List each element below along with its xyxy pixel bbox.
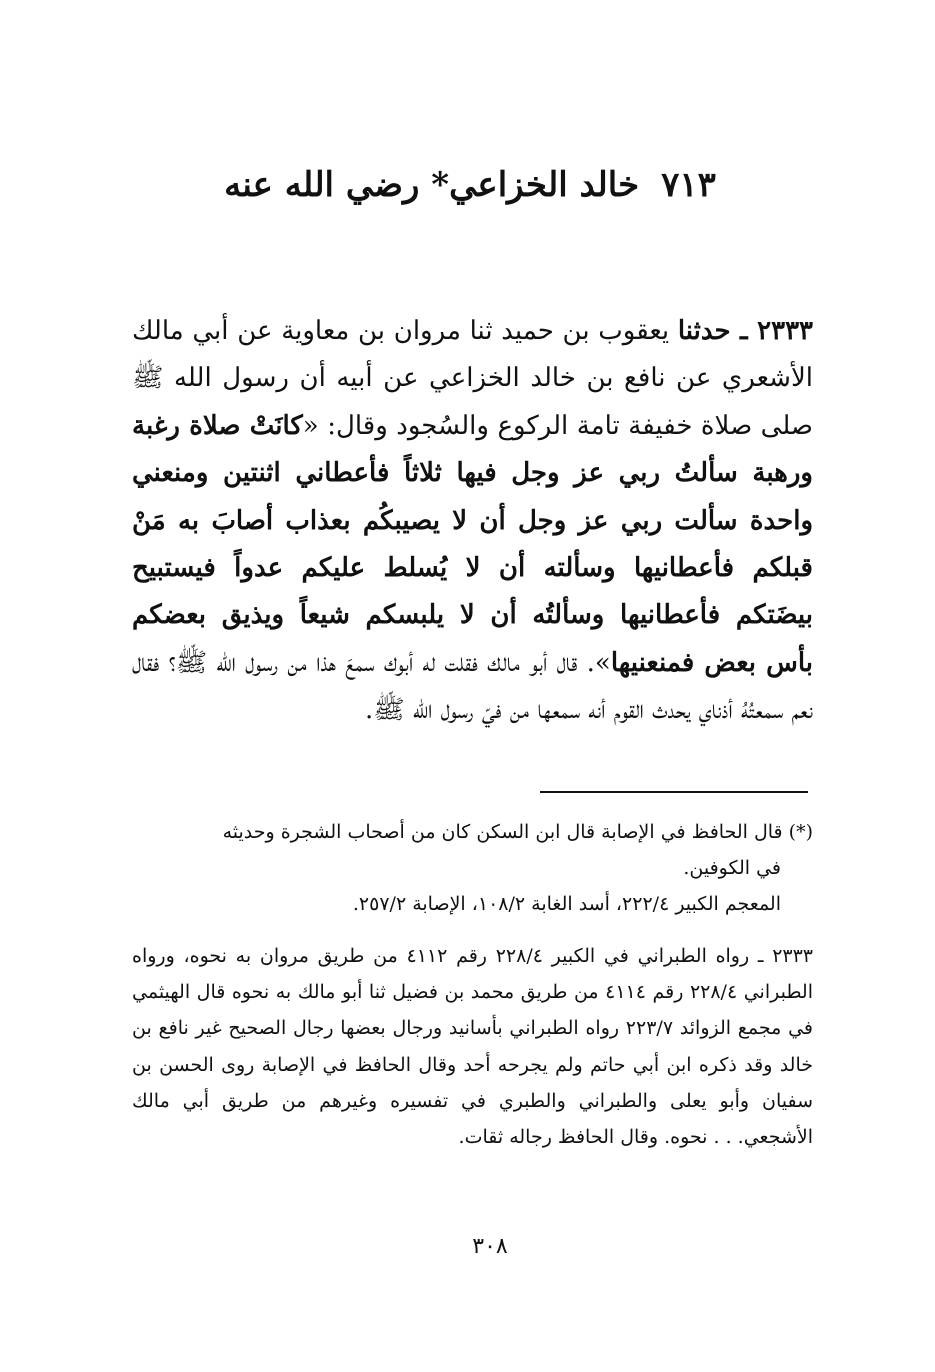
footnote-separator: [540, 791, 808, 793]
chapter-name: خالد الخزاعي* رضي الله عنه: [224, 165, 640, 205]
footnote-hadith-2333: ٢٣٣٣ ـ رواه الطبراني في الكبير ٢٢٨/٤ رقم ٤١١٢ من طريق مروان به نحوه، ورواه الطبراني ٢٢٨/٤ رقم ٤١١٤ من طريق محمد بن فضيل ثنا أبو مالك به نحوه قال الهيثمي في مجمع الزوائد ٢٢٣/٧ رواه الطبراني بأسانيد ورجال بعضها رجال الصحيح غير نافع بن خالد وقد ذكره ابن أبي حاتم ولم يجرحه أحد وقال الحافظ في الإصابة روى الحسن بن سفيان وأبو يعلى والطبراني والطبري في تفسيره وغيرهم من طريق أبي مالك الأشجعي. . . نحوه. وقال الحافظ رجاله ثقات.: [132, 945, 814, 1149]
hadith-isnad: يعقوب بن حميد ثنا مروان بن معاوية عن أبي مالك الأشعري عن نافع بن خالد الخزاعي عن أبيه أن رسول الله ﷺ صلى صلاة خفيفة تامة الركوع والسُجود وقال: «: [132, 316, 813, 441]
footnote-star-line3: المعجم الكبير ٢٢٢/٤، أسد الغابة ١٠٨/٢، الإصابة ٢٥٧/٢.: [352, 893, 781, 916]
chapter-heading: [130, 150, 810, 220]
footnote-star-line1: (*) قال الحافظ في الإصابة قال ابن السكن كان من أصحاب الشجرة وحديثه: [222, 821, 813, 843]
page-number: ٣٠٨: [472, 1234, 508, 1259]
footnote-star: [132, 814, 813, 923]
hadith-paragraph: [132, 308, 813, 735]
hadith-closing: ». قال أبو مالك فقلت له أبوك سمعَ هذا من رسول الله ﷺ؟ فقال نعم سمعتُهُ أذناي يحدث القوم أنه سمعها من فيّ رسول الله ﷺ.: [132, 647, 813, 726]
footnote-star-line2: في الكوفين.: [683, 857, 781, 880]
hadith-number: ٢٣٣٣: [757, 316, 813, 346]
hadith-matn: كانَتْ صلاة رغبة ورهبة سألتُ ربي عز وجل فيها ثلاثاً فأعطاني اثنتين ومنعني واحدة سألت ربي عز وجل أن لا يصيبكُم بعذاب أصابَ به مَنْ قبلكم فأعطانيها وسألته أن لا يُسلط عليكم عدواً فيستبيح بيضَتكم فأعطانيها وسألتُه أن لا يلبسكم شيعاً ويذيق بعضكم بأس بعض فمنعنيها: [132, 410, 814, 678]
chapter-number: ٧١٣: [661, 165, 716, 205]
hadith-dash: ـ: [730, 316, 758, 346]
hadith-opening: حدثنا: [677, 316, 731, 346]
